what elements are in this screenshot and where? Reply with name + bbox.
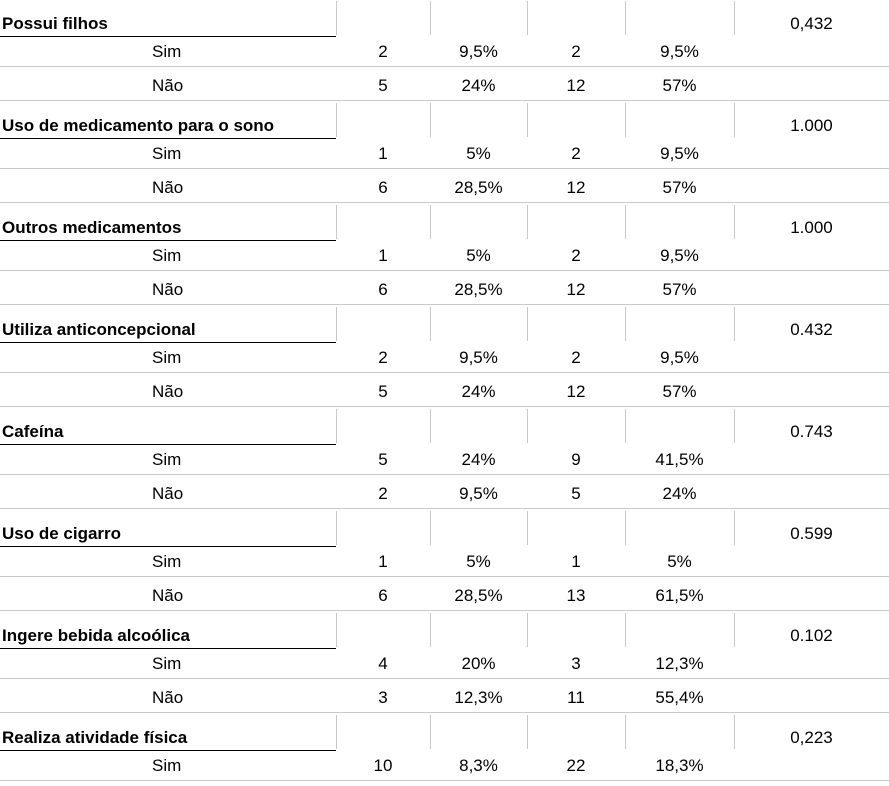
grid-divider xyxy=(430,511,431,545)
percent-group-1: 24% xyxy=(461,450,496,469)
grid-divider xyxy=(625,1,626,35)
row-separator xyxy=(0,712,889,713)
grid-divider xyxy=(336,307,337,341)
row-separator xyxy=(0,610,889,611)
percent-group-2: 57% xyxy=(662,178,697,197)
p-value: 0.743 xyxy=(790,422,833,441)
count-group-1: 10 xyxy=(373,756,393,775)
grid-divider xyxy=(336,613,337,647)
grid-divider xyxy=(625,715,626,749)
percent-group-1: 5% xyxy=(466,144,491,163)
percent-group-1: 28,5% xyxy=(454,178,503,197)
count-group-2: 1 xyxy=(571,552,581,571)
grid-divider xyxy=(625,307,626,341)
row-label: Sim xyxy=(152,42,182,61)
row-separator xyxy=(0,576,889,577)
grid-divider xyxy=(430,103,431,137)
category-underline xyxy=(0,648,336,649)
percent-group-1: 9,5% xyxy=(459,348,498,367)
category-label: Realiza atividade física xyxy=(2,728,188,747)
count-group-1: 2 xyxy=(378,348,388,367)
row-label: Não xyxy=(152,280,184,299)
count-group-1: 4 xyxy=(378,654,388,673)
row-separator xyxy=(0,406,889,407)
count-group-1: 5 xyxy=(378,76,388,95)
count-group-2: 12 xyxy=(566,178,586,197)
count-group-1: 1 xyxy=(378,552,388,571)
count-group-2: 22 xyxy=(566,756,586,775)
row-label: Não xyxy=(152,586,184,605)
count-group-1: 6 xyxy=(378,280,388,299)
row-separator xyxy=(0,66,889,67)
count-group-1: 1 xyxy=(378,246,388,265)
grid-divider xyxy=(336,1,337,35)
category-underline xyxy=(0,342,336,343)
count-group-2: 2 xyxy=(571,42,581,61)
grid-divider xyxy=(625,103,626,137)
grid-divider xyxy=(625,205,626,239)
count-group-2: 12 xyxy=(566,382,586,401)
row-separator xyxy=(0,780,889,781)
percent-group-2: 9,5% xyxy=(660,246,699,265)
row-label: Sim xyxy=(152,552,182,571)
row-separator xyxy=(0,508,889,509)
percent-group-2: 9,5% xyxy=(660,144,699,163)
grid-divider xyxy=(430,307,431,341)
percent-group-1: 20% xyxy=(461,654,496,673)
category-underline xyxy=(0,138,336,139)
p-value: 0.599 xyxy=(790,524,833,543)
grid-divider xyxy=(527,511,528,545)
category-label: Outros medicamentos xyxy=(2,218,182,237)
category-underline xyxy=(0,546,336,547)
count-group-2: 2 xyxy=(571,348,581,367)
p-value: 0,223 xyxy=(790,728,833,747)
percent-group-1: 24% xyxy=(461,76,496,95)
percent-group-2: 5% xyxy=(667,552,692,571)
percent-group-1: 5% xyxy=(466,246,491,265)
percent-group-2: 61,5% xyxy=(655,586,704,605)
row-separator xyxy=(0,474,889,475)
grid-divider xyxy=(430,613,431,647)
count-group-2: 2 xyxy=(571,246,581,265)
grid-divider xyxy=(430,1,431,35)
row-label: Sim xyxy=(152,348,182,367)
percent-group-1: 5% xyxy=(466,552,491,571)
row-separator xyxy=(0,168,889,169)
category-underline xyxy=(0,444,336,445)
grid-divider xyxy=(527,715,528,749)
category-label: Possui filhos xyxy=(2,14,108,33)
row-label: Sim xyxy=(152,144,182,163)
row-label: Sim xyxy=(152,450,182,469)
percent-group-2: 57% xyxy=(662,382,697,401)
row-separator xyxy=(0,270,889,271)
row-label: Não xyxy=(152,178,184,197)
p-value: 1.000 xyxy=(790,116,833,135)
category-underline xyxy=(0,240,336,241)
percent-group-1: 8,3% xyxy=(459,756,498,775)
grid-divider xyxy=(336,205,337,239)
count-group-1: 6 xyxy=(378,178,388,197)
percent-group-1: 24% xyxy=(461,382,496,401)
percent-group-2: 41,5% xyxy=(655,450,704,469)
category-label: Uso de medicamento para o sono xyxy=(2,116,275,135)
row-label: Não xyxy=(152,484,184,503)
row-label: Sim xyxy=(152,654,182,673)
percent-group-2: 12,3% xyxy=(655,654,704,673)
p-value: 0.432 xyxy=(790,320,833,339)
percent-group-2: 57% xyxy=(662,280,697,299)
count-group-2: 3 xyxy=(571,654,581,673)
percent-group-1: 28,5% xyxy=(454,586,503,605)
row-separator xyxy=(0,100,889,101)
count-group-1: 6 xyxy=(378,586,388,605)
category-underline xyxy=(0,36,336,37)
count-group-2: 5 xyxy=(571,484,581,503)
grid-divider xyxy=(527,613,528,647)
grid-divider xyxy=(625,409,626,443)
count-group-2: 13 xyxy=(566,586,586,605)
row-label: Não xyxy=(152,382,184,401)
grid-divider xyxy=(527,409,528,443)
grid-divider xyxy=(527,205,528,239)
row-label: Sim xyxy=(152,756,182,775)
grid-divider xyxy=(430,205,431,239)
count-group-1: 2 xyxy=(378,42,388,61)
percent-group-2: 24% xyxy=(662,484,697,503)
percent-group-2: 57% xyxy=(662,76,697,95)
row-label: Não xyxy=(152,76,184,95)
percent-group-1: 12,3% xyxy=(454,688,503,707)
count-group-2: 11 xyxy=(567,688,585,707)
count-group-1: 2 xyxy=(378,484,388,503)
count-group-1: 1 xyxy=(378,144,388,163)
grid-divider xyxy=(336,409,337,443)
grid-divider xyxy=(336,103,337,137)
grid-divider xyxy=(625,613,626,647)
grid-divider xyxy=(336,715,337,749)
count-group-2: 9 xyxy=(571,450,581,469)
percent-group-2: 9,5% xyxy=(660,42,699,61)
category-underline xyxy=(0,750,336,751)
category-label: Cafeína xyxy=(2,422,64,441)
count-group-2: 12 xyxy=(566,76,586,95)
row-separator xyxy=(0,202,889,203)
count-group-2: 2 xyxy=(571,144,581,163)
p-value: 0,432 xyxy=(790,14,833,33)
grid-divider xyxy=(336,511,337,545)
p-value: 0.102 xyxy=(790,626,833,645)
category-label: Utiliza anticoncepcional xyxy=(2,320,196,339)
grid-divider xyxy=(430,409,431,443)
row-separator xyxy=(0,372,889,373)
row-label: Sim xyxy=(152,246,182,265)
percent-group-2: 9,5% xyxy=(660,348,699,367)
percent-group-1: 9,5% xyxy=(459,42,498,61)
grid-divider xyxy=(527,1,528,35)
count-group-1: 5 xyxy=(378,450,388,469)
row-separator xyxy=(0,304,889,305)
row-separator xyxy=(0,678,889,679)
percent-group-1: 28,5% xyxy=(454,280,503,299)
percent-group-2: 18,3% xyxy=(655,756,704,775)
count-group-1: 3 xyxy=(378,688,388,707)
grid-divider xyxy=(430,715,431,749)
grid-divider xyxy=(527,103,528,137)
percent-group-2: 55,4% xyxy=(655,688,704,707)
percent-group-1: 9,5% xyxy=(459,484,498,503)
count-group-1: 5 xyxy=(378,382,388,401)
row-label: Não xyxy=(152,688,184,707)
p-value: 1.000 xyxy=(790,218,833,237)
category-label: Ingere bebida alcoólica xyxy=(2,626,191,645)
grid-divider xyxy=(527,307,528,341)
grid-divider xyxy=(625,511,626,545)
count-group-2: 12 xyxy=(566,280,586,299)
category-label: Uso de cigarro xyxy=(2,524,122,543)
